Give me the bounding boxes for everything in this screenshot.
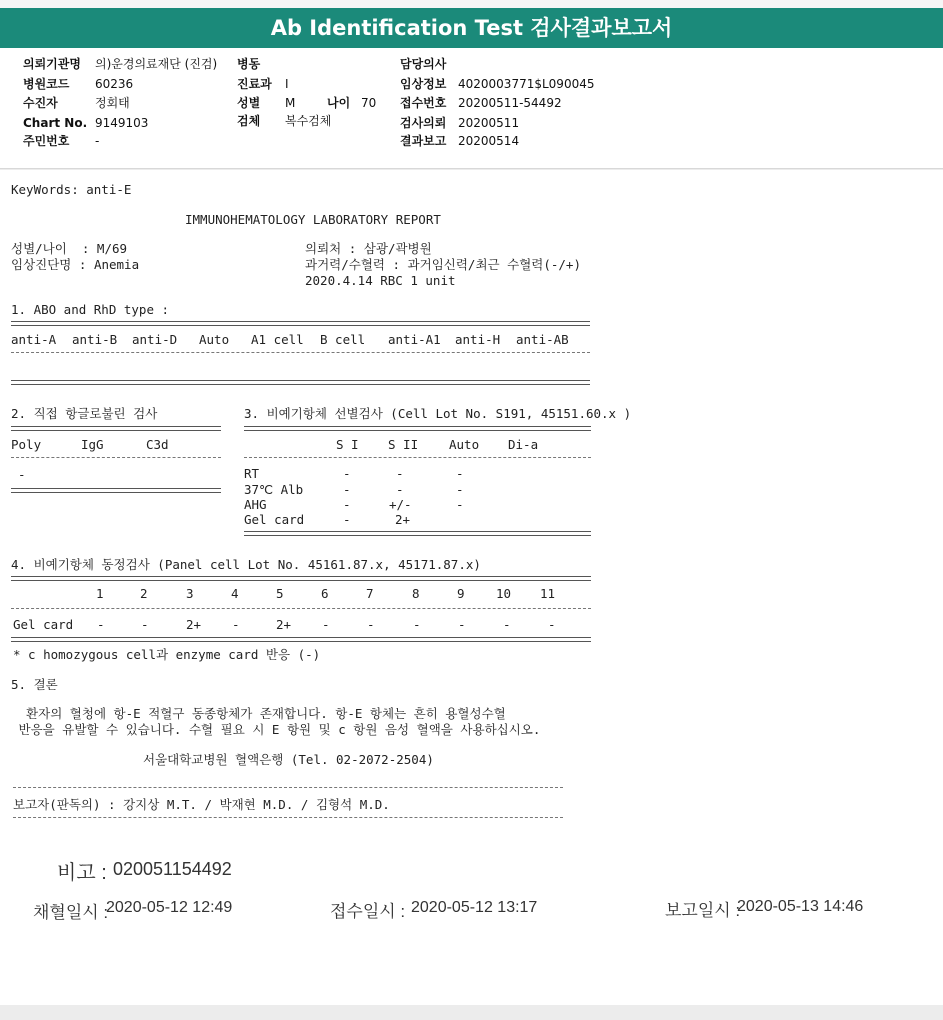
- panel-row-label: Gel card: [13, 617, 74, 632]
- panel-header-cell: 3: [186, 586, 194, 601]
- screening-cell: -: [456, 466, 464, 481]
- panel-header-cell: 9: [457, 586, 465, 601]
- test-request-value: 20200511: [458, 116, 520, 130]
- divider-double: [244, 426, 591, 431]
- screening-cell: 2+: [395, 512, 411, 527]
- divider-single: [13, 817, 563, 818]
- divider-single: [13, 787, 563, 788]
- screening-header-cell: S I: [336, 437, 359, 452]
- patient-name-label: 수진자: [23, 96, 58, 110]
- specimen-label: 검체: [237, 114, 261, 128]
- result-report-label: 결과보고: [400, 134, 447, 148]
- divider-single: [11, 608, 591, 609]
- clinical-info-label: 임상정보: [400, 77, 447, 91]
- section-screening-title: 3. 비예기항체 선별검사 (Cell Lot No. S191, 45151.60.x ): [244, 406, 632, 421]
- panel-cell: 2+: [276, 617, 292, 632]
- panel-header-cell: 1: [96, 586, 104, 601]
- hospital-name-value: 의)운경의료재단 (진검): [95, 57, 218, 71]
- divider-double: [244, 531, 591, 536]
- divider-single: [244, 457, 591, 458]
- specimen-value: 복수검체: [285, 114, 332, 128]
- panel-header-cell: 7: [366, 586, 374, 601]
- age-label: 나이: [327, 96, 351, 110]
- age-value: 70: [361, 96, 377, 110]
- department-label: 진료과: [237, 77, 272, 91]
- department-value: I: [285, 77, 289, 91]
- screening-cell: -: [343, 466, 351, 481]
- abo-header-cell: anti-D: [132, 332, 178, 347]
- chart-no-label: Chart No.: [23, 116, 88, 130]
- screening-row-label: 37℃ Alb: [244, 482, 304, 497]
- panel-header-cell: 10: [496, 586, 512, 601]
- resident-no-label: 주민번호: [23, 134, 70, 148]
- divider-single: [11, 352, 590, 353]
- divider-double: [11, 637, 591, 642]
- abo-header-cell: anti-H: [455, 332, 501, 347]
- sex-age: 성별/나이 : M/69: [11, 241, 128, 256]
- blood-bank-contact: 서울대학교병원 혈액은행 (Tel. 02-2072-2504): [143, 752, 434, 767]
- note-label: 비고 :: [57, 862, 107, 884]
- lab-report-title: IMMUNOHEMATOLOGY LABORATORY REPORT: [185, 212, 441, 227]
- clinical-info-value: 4020003771$L090045: [458, 77, 595, 91]
- note-value: 020051154492: [113, 859, 232, 879]
- divider-double: [11, 488, 221, 493]
- panel-cell: 2+: [186, 617, 202, 632]
- divider-double: [11, 426, 221, 431]
- hospital-code-value: 60236: [95, 77, 134, 91]
- abo-header-cell: anti-AB: [516, 332, 569, 347]
- screening-cell: -: [343, 497, 351, 512]
- abo-header-cell: anti-A: [11, 332, 57, 347]
- panel-header-cell: 5: [276, 586, 284, 601]
- receipt-no-label: 접수번호: [400, 96, 447, 110]
- screening-header-cell: S II: [388, 437, 419, 452]
- screening-cell: +/-: [389, 497, 412, 512]
- dat-header-cell: C3d: [146, 437, 169, 452]
- ward-label: 병동: [237, 57, 261, 71]
- clinical-diagnosis: 임상진단명 : Anemia: [11, 257, 140, 272]
- panel-header-cell: 2: [140, 586, 148, 601]
- divider-double: [11, 380, 590, 385]
- hospital-name-label: 의뢰기관명: [23, 57, 81, 71]
- abo-header-cell: anti-A1: [388, 332, 441, 347]
- sex-value: M: [285, 96, 296, 110]
- panel-cell: -: [97, 617, 105, 632]
- divider-double: [11, 576, 591, 581]
- dat-value: -: [18, 467, 26, 482]
- abo-header-cell: Auto: [199, 332, 230, 347]
- report-title: Ab Identification Test 검사결과보고서: [0, 8, 943, 48]
- receive-label: 접수일시 :: [330, 902, 406, 921]
- receipt-no-value: 20200511-54492: [458, 96, 562, 110]
- report-body: [0, 170, 943, 1005]
- hospital-code-label: 병원코드: [23, 77, 70, 91]
- sex-label: 성별: [237, 96, 261, 110]
- conclusion-line-2: 반응을 유발할 수 있습니다. 수혈 필요 시 E 항원 및 c 항원 음성 혈액을 사용하십시오.: [11, 722, 541, 737]
- resident-no-value: -: [95, 134, 100, 148]
- patient-name-value: 정회태: [95, 96, 130, 110]
- panel-cell: -: [458, 617, 466, 632]
- panel-header-cell: 8: [412, 586, 420, 601]
- transfusion-history: 과거력/수혈력 : 과거임신력/최근 수혈력(-/+): [305, 257, 581, 272]
- section-identification-title: 4. 비예기항체 동정검사 (Panel cell Lot No. 45161.87.x, 45171.87.x): [11, 557, 481, 572]
- screening-header-cell: Auto: [449, 437, 480, 452]
- reporter: 보고자(판독의) : 강지상 M.T. / 박재현 M.D. / 김형석 M.D.: [13, 797, 390, 812]
- divider-single: [11, 457, 221, 458]
- screening-cell: -: [396, 482, 404, 497]
- test-request-label: 검사의뢰: [400, 116, 447, 130]
- conclusion-line-1: 환자의 혈청에 항-E 적혈구 동종항체가 존재합니다. 항-E 항체는 흔히 용혈성수혈: [11, 706, 506, 721]
- panel-cell: -: [141, 617, 149, 632]
- panel-cell: -: [413, 617, 421, 632]
- report-date-value: 2020-05-13 14:46: [737, 898, 864, 915]
- abo-header-cell: anti-B: [72, 332, 118, 347]
- doctor-label: 담당의사: [400, 57, 447, 71]
- dat-header-cell: Poly: [11, 437, 42, 452]
- divider-double: [11, 321, 590, 326]
- screening-cell: -: [456, 482, 464, 497]
- screening-row-label: RT: [244, 466, 260, 481]
- collect-label: 채혈일시 :: [33, 903, 109, 922]
- screening-row-label: Gel card: [244, 512, 305, 527]
- chart-no-value: 9149103: [95, 116, 149, 130]
- patient-header: [0, 48, 943, 169]
- screening-row-label: AHG: [244, 497, 267, 512]
- screening-header-cell: Di-a: [508, 437, 539, 452]
- panel-cell: -: [322, 617, 330, 632]
- panel-note: * c homozygous cell과 enzyme card 반응 (-): [13, 647, 321, 662]
- panel-cell: -: [367, 617, 375, 632]
- abo-header-cell: B cell: [320, 332, 366, 347]
- panel-header-cell: 11: [540, 586, 556, 601]
- result-report-value: 20200514: [458, 134, 520, 148]
- panel-cell: -: [548, 617, 556, 632]
- top-strip: [0, 0, 943, 8]
- screening-cell: -: [396, 466, 404, 481]
- screening-cell: -: [456, 497, 464, 512]
- dat-header-cell: IgG: [81, 437, 104, 452]
- transfusion-history-detail: 2020.4.14 RBC 1 unit: [305, 273, 456, 288]
- section-conclusion-title: 5. 결론: [11, 677, 58, 692]
- section-abo-title: 1. ABO and RhD type :: [11, 302, 170, 317]
- screening-cell: -: [343, 482, 351, 497]
- panel-header-cell: 6: [321, 586, 329, 601]
- report-date-label: 보고일시 :: [665, 901, 741, 920]
- collect-value: 2020-05-12 12:49: [106, 899, 233, 916]
- screening-cell: -: [343, 512, 351, 527]
- receive-value: 2020-05-12 13:17: [411, 899, 538, 916]
- panel-cell: -: [232, 617, 240, 632]
- section-dat-title: 2. 직접 항글로불린 검사: [11, 406, 158, 421]
- panel-header-cell: 4: [231, 586, 239, 601]
- keywords: KeyWords: anti-E: [11, 182, 132, 197]
- requester: 의뢰처 : 삼광/곽병원: [305, 241, 432, 256]
- panel-cell: -: [503, 617, 511, 632]
- abo-header-cell: A1 cell: [251, 332, 304, 347]
